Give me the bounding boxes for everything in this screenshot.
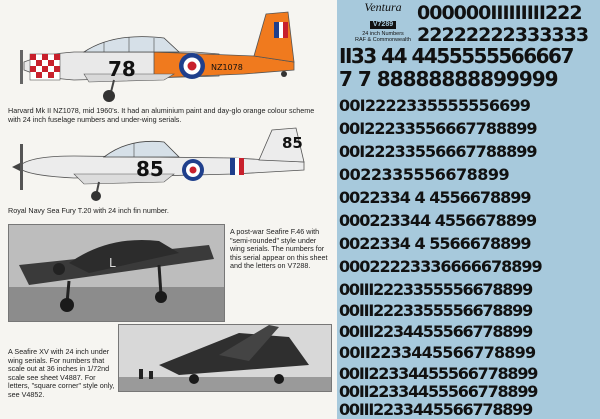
decal-row-1: 000000IIIIIIIII222 [417, 2, 582, 24]
decal-row-18: 00II22334455566778899 [339, 382, 538, 401]
decal-row-8: 0022335556678899 [339, 165, 510, 184]
decal-row-16: 00II2233445566778899 [339, 343, 536, 362]
seafire-f46-photo [8, 224, 225, 322]
brand-name: Ventura [364, 0, 402, 14]
sheet-desc-1: 24 inch Numbers [362, 31, 404, 37]
decal-row-4: 7 7 88888888899999 [339, 68, 558, 90]
seafire-xv-photo [118, 324, 332, 392]
seafury-fuselage-number: 85 [136, 157, 164, 181]
decal-row-6: 00I22233556667788899 [339, 119, 537, 138]
seafire-f46-caption: A post-war Seafire F.46 with "semi-rounded" style under wing serials. The numbers for this serial appear on this sheet and the letters on V7288. [230, 227, 328, 271]
svg-text:L: L [109, 256, 116, 270]
decal-row-13: 00III2223355556678899 [339, 280, 533, 299]
seafury-fin-number: 85 [282, 134, 303, 152]
decal-row-19: 00III2233445566778899 [339, 400, 533, 419]
decal-row-3: II33 44 4455555566667 [339, 45, 573, 67]
sheet-code: V7289 [370, 21, 396, 29]
checker-nose [30, 54, 60, 80]
decal-row-11: 0022334 4 5566678899 [339, 234, 531, 253]
decal-row-7: 00I22233556667788899 [339, 142, 537, 161]
decal-sheet [337, 0, 600, 419]
decal-row-15: 00III2234455566778899 [339, 322, 533, 341]
decal-row-2: 22222222333333 [417, 24, 589, 46]
harvard-profile [4, 4, 304, 104]
decal-row-17: 00II22334455566778899 [339, 364, 538, 383]
harvard-serial: NZ1078 [211, 63, 243, 72]
decal-row-9: 0022334 4 4556678899 [339, 188, 531, 207]
decal-row-10: 000223344 4556678899 [339, 211, 537, 230]
decal-row-12: 00022223336666678899 [339, 257, 542, 276]
seafire-xv-caption: A Seafire XV with 24 inch under wing serials. For numbers that scale out at 36 inches in 1/72nd scale see sheet V4887. For letters, "square corner" style only, see V4852. [8, 347, 115, 399]
harvard-caption: Harvard Mk II NZ1078, mid 1960's. It had an aluminium paint and day-glo orange colour scheme with 24 inch fuselage numbers and under-wing serials. [8, 106, 315, 124]
seafury-caption: Royal Navy Sea Fury T.20 with 24 inch fin number. [8, 206, 169, 215]
seafury-profile [4, 126, 324, 202]
brand-block [351, 1, 415, 43]
decal-row-14: 00III2223355556678899 [339, 301, 533, 320]
sheet-desc-2: RAF & Commonwealth [355, 37, 411, 43]
harvard-number: 78 [108, 57, 136, 81]
decal-row-5: 00I2222335555556699 [339, 96, 531, 115]
